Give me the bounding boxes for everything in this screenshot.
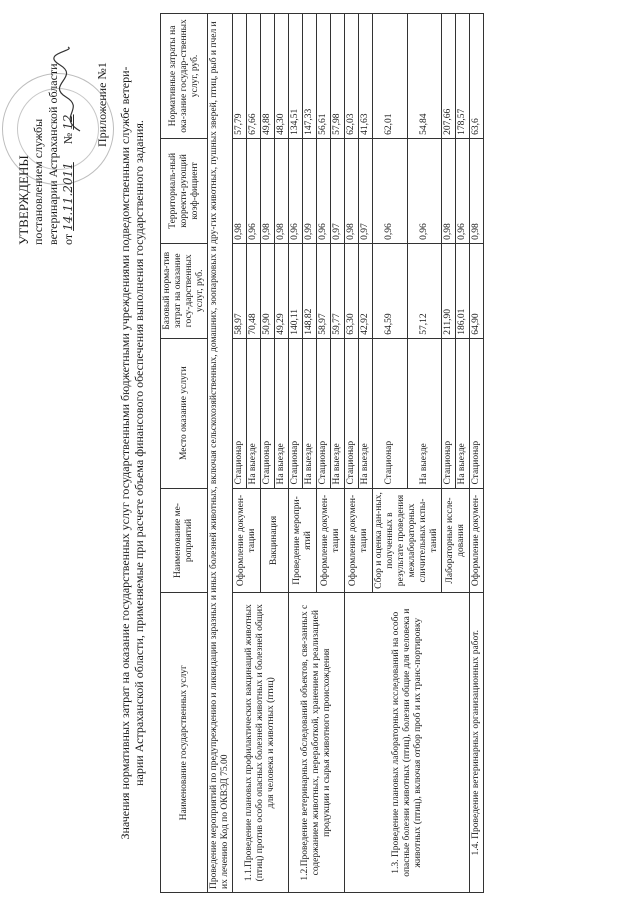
- coef-cell: 0,96: [289, 138, 303, 243]
- header-place: Место оказание услуги: [161, 338, 208, 488]
- base-cell: 140,11: [289, 243, 303, 338]
- coef-cell: 0,96: [456, 138, 470, 243]
- place-cell: Стационар: [373, 338, 408, 488]
- norm-cell: 56,61: [317, 14, 331, 139]
- approval-number-prefix: №: [61, 132, 75, 145]
- service-1-2: 1.2.Проведение ветеринарных обследований объектов, свя-занных с содержанием животных, переработкой, хранением и реализацией продукции и сырья животного происхождения: [289, 593, 345, 893]
- approval-heading: УТВЕРЖДЕНЫ: [16, 155, 31, 245]
- place-cell: Стационар: [233, 338, 247, 488]
- table-row: [470, 14, 484, 893]
- activity-doc: Оформление докумен-тации: [233, 488, 261, 593]
- base-cell: 64,90: [470, 243, 484, 338]
- activity-measures: Проведение меропри-ятий: [289, 488, 317, 593]
- base-cell: 49,29: [275, 243, 289, 338]
- title-line-2: нарии Астраханской области, применяемые при расчете объема финансового обеспечения выполнения государственного задания.: [132, 120, 146, 786]
- service-1-4: 1.4. Проведение ветеринарных организационных работ.: [470, 593, 484, 893]
- place-cell: На выезде: [275, 338, 289, 488]
- base-cell: 64,59: [373, 243, 408, 338]
- base-cell: 58,97: [233, 243, 247, 338]
- coef-cell: 0,96: [317, 138, 331, 243]
- approval-block: [16, 5, 76, 245]
- norm-cell: 178,57: [456, 14, 470, 139]
- place-cell: На выезде: [331, 338, 345, 488]
- activity-collect: Сбор и оценка дан-ных, полученных в результате проведения межлабораторных сличительных испы-таний: [373, 488, 442, 593]
- norm-cell: 207,66: [442, 14, 456, 139]
- place-cell: Стационар: [289, 338, 303, 488]
- coef-cell: 0,97: [331, 138, 345, 243]
- approval-date-prefix: от: [61, 233, 75, 245]
- norms-table: [160, 13, 484, 893]
- place-cell: Стационар: [345, 338, 359, 488]
- approval-line-4: [61, 5, 76, 245]
- header-activity: Наименование ме-роприятий: [161, 488, 208, 593]
- base-cell: 211,90: [442, 243, 456, 338]
- coef-cell: 0,96: [407, 138, 442, 243]
- header-service: Наименование государственных услуг: [161, 593, 208, 893]
- place-cell: На выезде: [407, 338, 442, 488]
- place-cell: Стационар: [470, 338, 484, 488]
- table-row: [289, 14, 303, 893]
- place-cell: Стационар: [261, 338, 275, 488]
- header-base-norm: Базовый норма-тив затрат на оказание госу-дарственных услуг, руб.: [161, 243, 208, 338]
- norm-cell: 134,51: [289, 14, 303, 139]
- norm-cell: 49,88: [261, 14, 275, 139]
- activity-doc-4: Оформление докумен-: [470, 488, 484, 593]
- activity-doc-3: Оформление докумен-тации: [345, 488, 373, 593]
- table-row: [345, 14, 359, 893]
- coef-cell: 0,96: [373, 138, 408, 243]
- table-row: [233, 14, 247, 893]
- coef-cell: 0,97: [359, 138, 373, 243]
- coef-cell: 0,98: [233, 138, 247, 243]
- coef-cell: 0,98: [275, 138, 289, 243]
- norm-cell: 48,30: [275, 14, 289, 139]
- table-header-row: [161, 14, 208, 893]
- service-1-1: 1.1.Проведение плановых профилактических вакцинаций животных (птиц) против особо опасных болезней животных и болезней общих для человека и животных (птиц): [233, 593, 289, 893]
- approval-number: 12: [61, 114, 75, 130]
- base-cell: 186,01: [456, 243, 470, 338]
- activity-lab: Лабораторные иссле-дования: [442, 488, 470, 593]
- activity-doc-2: Оформление докумен-тации: [317, 488, 345, 593]
- approval-line-2: постановлением службы: [31, 118, 45, 245]
- norm-cell: 54,84: [407, 14, 442, 139]
- section-row: [208, 14, 233, 893]
- place-cell: На выезде: [247, 338, 261, 488]
- coef-cell: 0,99: [303, 138, 317, 243]
- place-cell: Стационар: [317, 338, 331, 488]
- place-cell: На выезде: [359, 338, 373, 488]
- header-coefficient: Территориаль-ный корректи-рующий коэф-фициент: [161, 138, 208, 243]
- base-cell: 58,97: [317, 243, 331, 338]
- norm-cell: 57,98: [331, 14, 345, 139]
- place-cell: На выезде: [303, 338, 317, 488]
- base-cell: 57,12: [407, 243, 442, 338]
- norm-cell: 62,03: [345, 14, 359, 139]
- coef-cell: 0,98: [345, 138, 359, 243]
- coef-cell: 0,96: [247, 138, 261, 243]
- activity-vaccination: Вакцинация: [261, 488, 289, 593]
- approval-line-3: ветеринарии Астраханской области: [46, 63, 60, 245]
- place-cell: На выезде: [456, 338, 470, 488]
- base-cell: 50,90: [261, 243, 275, 338]
- service-1-3: 1.3. Проведение плановых лабораторных исследований на особо опасные болезни животных (птиц), болезни общие для человека и животных (птиц), включая отбор проб и их транс-портировку: [345, 593, 470, 893]
- document-title: [118, 13, 146, 893]
- section-title: Проведение мероприятий по предупреждению и ликвидации заразных и иных болезней животных, включая сельскохозяйственных, домашних, зоопарковых и дру-гих животных, пушных зверей, птиц, рыб и пчел и их лечению Код по ОКВЭД 75.00: [208, 14, 233, 893]
- approval-date: 14.11.2011: [61, 162, 75, 231]
- base-cell: 59,77: [331, 243, 345, 338]
- appendix-label: Приложение №1: [95, 62, 109, 147]
- base-cell: 63,30: [345, 243, 359, 338]
- place-cell: Стационар: [442, 338, 456, 488]
- norm-cell: 63,6: [470, 14, 484, 139]
- norm-cell: 147,33: [303, 14, 317, 139]
- norm-cell: 67,66: [247, 14, 261, 139]
- norm-cell: 62,01: [373, 14, 408, 139]
- norm-cell: 41,63: [359, 14, 373, 139]
- base-cell: 42,92: [359, 243, 373, 338]
- title-line-1: Значения нормативных затрат на оказание государственных услуг государственными бюджетными учреждениями подведомственными службе ветери-: [118, 66, 132, 840]
- coef-cell: 0,98: [442, 138, 456, 243]
- base-cell: 148,82: [303, 243, 317, 338]
- coef-cell: 0,98: [470, 138, 484, 243]
- coef-cell: 0,98: [261, 138, 275, 243]
- header-norm-cost: Нормативные затраты на ока-зание государ-ственных услуг, руб.: [161, 14, 208, 139]
- norm-cell: 57,79: [233, 14, 247, 139]
- base-cell: 70,48: [247, 243, 261, 338]
